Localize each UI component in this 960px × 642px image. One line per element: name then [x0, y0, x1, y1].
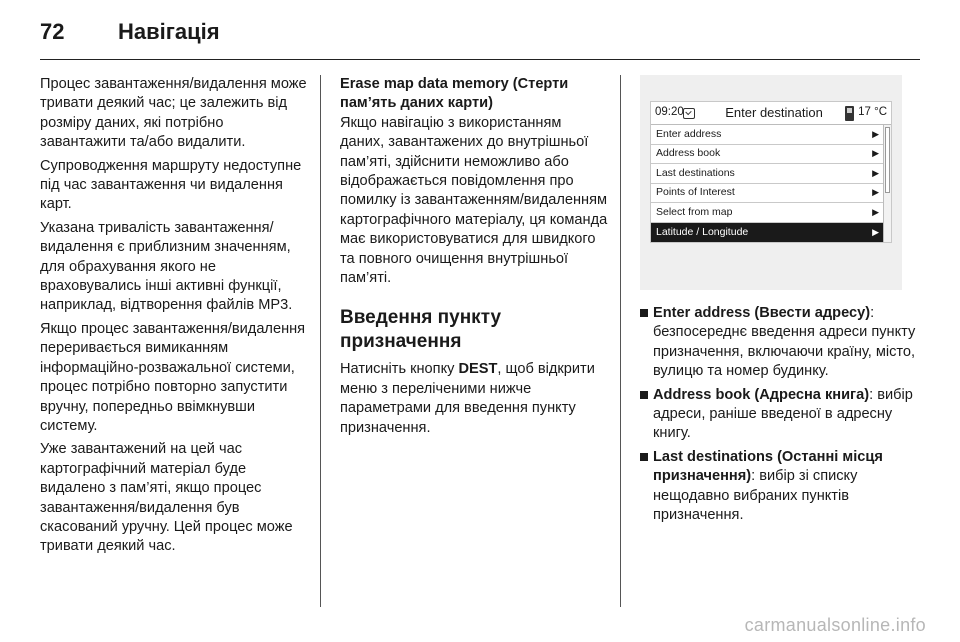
column-1 — [40, 75, 308, 561]
column-divider-2 — [620, 75, 621, 607]
bullet-square-icon — [640, 391, 648, 399]
option-address-book — [640, 386, 922, 444]
menu-item-label: Address book — [656, 147, 721, 160]
dest-button-label: DEST — [458, 361, 498, 378]
phone-icon — [845, 106, 854, 121]
column-2 — [340, 75, 608, 442]
paragraph: Процес завантаження/видалення може тривати деякий час; це залежить від розміру даних, які потрібно завантажити та/або видалити. — [40, 76, 307, 151]
scrollbar-thumb — [885, 127, 890, 193]
nav-screen — [650, 101, 892, 243]
menu-item-address-book — [651, 145, 883, 165]
menu-item-enter-address — [651, 125, 883, 145]
menu-item-label: Points of Interest — [656, 186, 735, 199]
back-icon — [683, 108, 695, 119]
option-desc: : безпосереднє введення адреси пункту призначення, включаючи країну, місто, вулицю та номер будинку. — [653, 305, 916, 380]
menu-item-label: Last destinations — [656, 166, 735, 179]
screen-temperature: 17 °C — [858, 106, 887, 119]
screen-title: Enter destination — [725, 105, 823, 121]
arrow-right-icon: ▶ — [872, 206, 879, 217]
menu-item-label: Latitude / Longitude — [656, 225, 749, 238]
screen-status-bar — [651, 102, 891, 125]
menu-item-select-from-map — [651, 203, 883, 223]
screen-time: 09:20 — [655, 106, 684, 119]
paragraph: Якщо процес завантаження/видалення переривається вимиканням інформаційно-розважальної системи, процес потрібно повторно запустити вручну, попередньо ввімкнувши систему. — [40, 320, 306, 434]
column-divider-1 — [320, 75, 321, 607]
arrow-right-icon: ▶ — [872, 148, 879, 159]
option-term: Enter address (Ввести адресу) — [653, 305, 871, 321]
paragraph: Супроводження маршруту недоступне під час завантаження чи видалення карт. — [40, 157, 302, 213]
erase-map-text: Якщо навігацію з використанням даних, завантажених до внутрішньої пам’яті, здійснити неможливо або відображається повідомлення про помилку із завантаженням/видаленням картографічного матеріалу, ця команда має використовуватися для швидкого та повного очищення внутрішньої пам’яті. — [340, 114, 608, 287]
screen-illustration — [640, 75, 902, 290]
bullet-square-icon — [640, 309, 648, 317]
arrow-right-icon: ▶ — [872, 128, 879, 139]
screen-scrollbar — [883, 125, 891, 242]
watermark: carmanualsonline.info — [744, 615, 926, 635]
dest-intro-after: , щоб відкрити меню з переліченими нижче параметрами для введення пункту призначення. — [340, 361, 595, 436]
option-term: Address book (Адресна книга) — [653, 386, 870, 403]
option-enter-address — [640, 304, 922, 382]
arrow-right-icon: ▶ — [872, 167, 879, 178]
option-last-destinations — [640, 448, 922, 526]
section-title: Введення пункту призначення — [340, 307, 502, 353]
bullet-square-icon — [640, 453, 648, 461]
header-rule — [40, 59, 920, 60]
arrow-right-icon: ▶ — [872, 187, 879, 198]
option-desc: : вибір зі списку нещодавно вибраних пунктів призначення. — [653, 468, 858, 524]
screen-menu-list — [651, 125, 883, 242]
erase-map-subheading: Erase map data memory (Стерти пам’ять даних карти) — [340, 76, 569, 112]
dest-intro — [340, 360, 608, 438]
paragraph: Уже завантажений на цей час картографічний матеріал буде видалено з пам’яті, якщо процес завантаження/видалення був скасований уручну. Цей процес може тривати деякий час. — [40, 441, 293, 555]
column-3 — [640, 75, 922, 529]
menu-item-points-of-interest — [651, 184, 883, 204]
menu-item-label: Select from map — [656, 205, 733, 218]
arrow-right-icon: ▶ — [872, 226, 879, 237]
dest-intro-before: Натисніть кнопку — [340, 361, 459, 378]
option-desc: : вибір адреси, раніше введеної в адресну книгу. — [653, 386, 913, 442]
page-header — [40, 14, 220, 50]
menu-item-last-destinations — [651, 164, 883, 184]
page-number: 72 — [40, 19, 65, 44]
paragraph: Указана тривалість завантаження/видалення є приблизним значенням, для обрахування якого не враховувались інші активні функції, наприклад, відтворення файлів MP3. — [40, 219, 293, 314]
menu-item-latitude-longitude — [651, 223, 883, 243]
menu-item-label: Enter address — [656, 127, 722, 140]
option-term: Last destinations (Останні місця призначення) — [653, 448, 883, 485]
chapter-title: Навігація — [118, 19, 220, 44]
